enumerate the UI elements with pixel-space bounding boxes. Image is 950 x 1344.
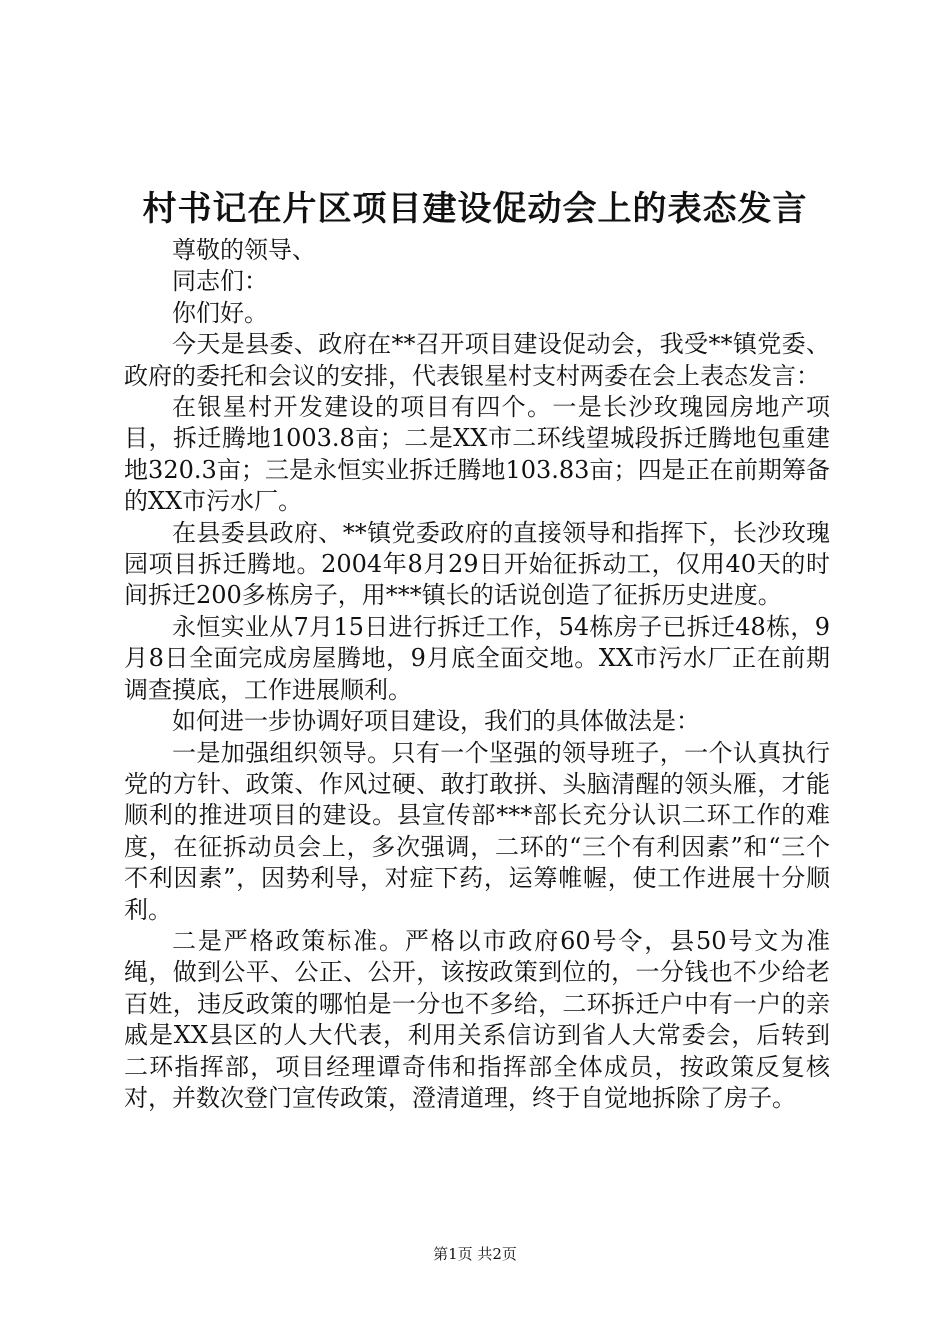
paragraph-point-one: 一是加强组织领导。只有一个坚强的领导班子，一个认真执行党的方针、政策、作风过硬、敢打敢拼、头脑清醒的领头雁，才能顺利的推进项目的建设。县宣传部***部长充分认识二环工作的难度，在征拆动员会上，多次强调，二环的“三个有利因素”和“三个不利因素”，因势利导，对症下药，运筹帷幄，使工作进展十分顺利。: [124, 738, 830, 924]
paragraph-salutation-1: 尊敬的领导、: [172, 236, 316, 264]
paragraph-rose-garden: 在县委县政府、**镇党委政府的直接领导和指挥下，长沙玫瑰园项目拆迁腾地。2004年8月29日开始征拆动工，仅用40天的时间拆迁200多栋房子，用***镇长的话说创造了征拆历史进度。: [124, 518, 830, 610]
paragraph-greeting: 你们好。: [172, 298, 268, 327]
paragraph-intro: 今天是县委、政府在**召开项目建设促动会，我受**镇党委、政府的委托和会议的安排，代表银星村支村两委在会上表态发言：: [124, 330, 830, 390]
paragraph-projects: 在银星村开发建设的项目有四个。一是长沙玫瑰园房地产项目，拆迁腾地1003.8亩；二是XX市二环线望城段拆迁腾地包重建地320.3亩；三是永恒实业拆迁腾地103.83亩；四是正在前期筹备的XX市污水厂。: [124, 393, 830, 516]
page-footer: 第1页 共2页: [433, 1245, 517, 1263]
paragraph-point-two: 二是严格政策标准。严格以市政府60号令，县50号文为准绳，做到公平、公正、公开，该按政策到位的，一分钱也不少给老百姓，违反政策的哪怕是一分也不多给，二环拆迁户中有一户的亲戚是XX县区的人大代表，利用关系信访到省人大常委会，后转到二环指挥部，项目经理谭奇伟和指挥部全体成员，按政策反复核对，并数次登门宣传政策，澄清道理，终于自觉地拆除了房子。: [124, 926, 830, 1112]
document-title: 村书记在片区项目建设促动会上的表态发言: [142, 189, 808, 229]
paragraph-approach: 如何进一步协调好项目建设，我们的具体做法是：: [172, 707, 700, 736]
paragraph-yongheng: 永恒实业从7月15日进行拆迁工作，54栋房子已拆迁48栋，9月8日全面完成房屋腾地，9月底全面交地。XX市污水厂正在前期调查摸底，工作进展顺利。: [124, 612, 830, 704]
paragraph-salutation-2: 同志们：: [172, 267, 268, 296]
document-body: [124, 235, 830, 1114]
